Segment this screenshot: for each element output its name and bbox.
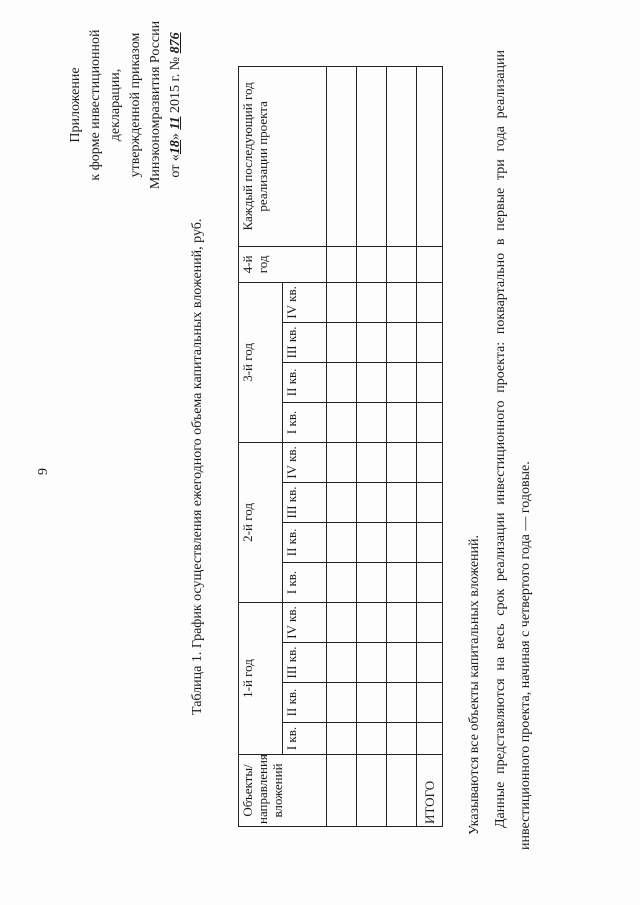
table-row xyxy=(387,66,417,826)
header-year3: 3-й год xyxy=(239,282,283,442)
date-year: 2015 г. № xyxy=(168,53,183,117)
date-mid: » xyxy=(168,129,183,141)
header-y1-q2: II кв. xyxy=(283,683,327,723)
appendix-line3: Минэкономразвития России xyxy=(148,20,163,190)
table-row xyxy=(357,66,387,826)
header-y1-q4: IV кв. xyxy=(283,602,327,642)
header-objects: Объекты/ направления вложений xyxy=(239,755,327,827)
table-caption: Таблица 1. График осуществления ежегодного объема капитальных вложений, руб. xyxy=(190,218,205,715)
table-row xyxy=(327,66,357,826)
header-row-years xyxy=(239,66,283,826)
header-year1: 1-й год xyxy=(239,602,283,754)
header-y2-q1: I кв. xyxy=(283,562,327,602)
header-y3-q2: II кв. xyxy=(283,362,327,402)
appendix-header xyxy=(66,5,186,205)
header-y1-q3: III кв. xyxy=(283,643,327,683)
header-year2: 2-й год xyxy=(239,442,283,602)
capital-investment-table xyxy=(238,66,443,827)
header-y2-q2: II кв. xyxy=(283,522,327,562)
total-label: ИТОГО xyxy=(417,755,443,827)
header-year4: 4-й год xyxy=(239,246,327,282)
header-y3-q3: III кв. xyxy=(283,322,327,362)
appendix-date-line xyxy=(166,5,186,205)
note-data-period: Данные представляются на весь срок реализации инвестиционного проекта: поквартально в первые три года реализации инвестиционного проекта, начиная с четвертого года — годовые. xyxy=(493,50,533,850)
header-y2-q4: IV кв. xyxy=(283,442,327,482)
appendix-title: Приложение xyxy=(68,67,83,143)
header-y3-q4: IV кв. xyxy=(283,282,327,322)
date-prefix: от « xyxy=(168,154,183,178)
date-day: 18 xyxy=(168,140,183,155)
note-objects: Указываются все объекты капитальных вложений. xyxy=(467,534,482,835)
header-y3-q1: I кв. xyxy=(283,402,327,442)
header-year-next: Каждый последующий год реализации проекта xyxy=(239,66,327,246)
order-number: 876 xyxy=(168,32,183,54)
page-number: 9 xyxy=(36,468,51,475)
header-y2-q3: III кв. xyxy=(283,482,327,522)
appendix-line1: к форме инвестиционной декларации, xyxy=(88,29,123,181)
table-row-total xyxy=(417,66,443,826)
appendix-line2: утвержденной приказом xyxy=(128,32,143,178)
date-month: 11 xyxy=(168,116,183,130)
header-y1-q1: I кв. xyxy=(283,723,327,755)
